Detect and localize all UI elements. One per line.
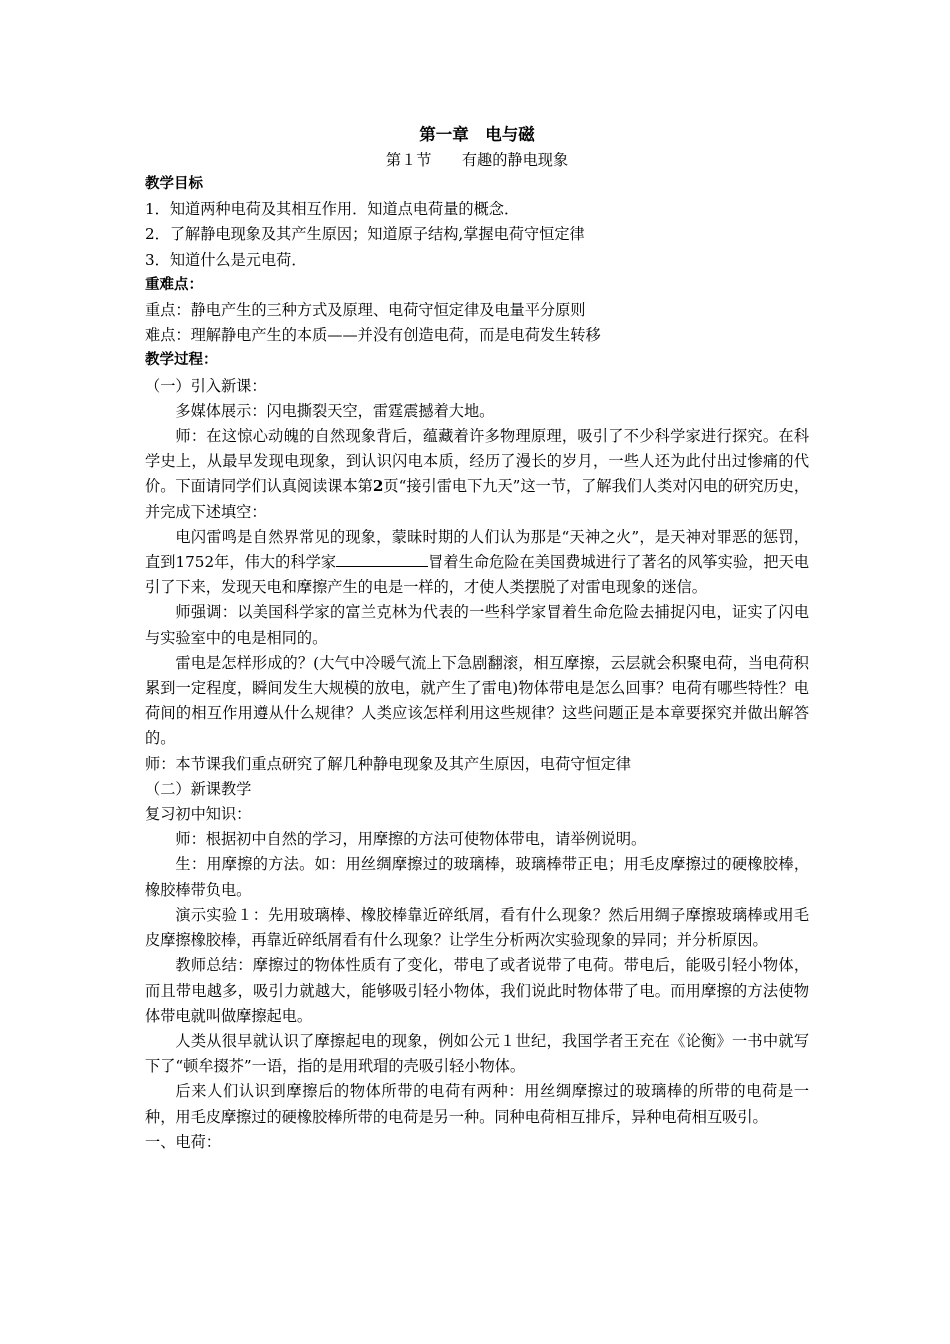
goal-item: 3．知道什么是元电荷． [145,250,307,269]
fill-blank [336,550,428,567]
paragraph-text: 页“接引雷电下九天”这一节，了解我们人类对闪电的研究历史，并完成下述填空： [145,477,810,521]
paragraph [145,424,809,525]
paragraph: 多媒体展示：闪电撕裂天空，雷霆震撼着大地。 [175,401,495,420]
paragraph: 人类从很早就认识了摩擦起电的现象，例如公元１世纪，我国学者王充在《论衡》一书中就写下了“顿牟掇芥”一语，指的是用玳瑁的壳吸引轻小物体。 [145,1031,809,1076]
paragraph: 师：本节课我们重点研究了解几种静电现象及其产生原因，电荷守恒定律 [145,754,631,773]
paragraph [145,525,809,601]
difficult-point: 难点：理解静电产生的本质——并没有创造电荷，而是电荷发生转移 [145,326,601,345]
part-heading: 一、电荷： [145,1132,221,1151]
paragraph: 生：用摩擦的方法。如：用丝绸摩擦过的玻璃棒，玻璃棒带正电；用毛皮摩擦过的硬橡胶棒，橡胶棒带负电。 [145,855,809,899]
paragraph: 后来人们认识到摩擦后的物体所带的电荷有两种：用丝绸摩擦过的玻璃棒的所带的电荷是一种，用毛皮摩擦过的硬橡胶棒所带的电荷是另一种。同种电荷相互排斥，异种电荷相互吸引。 [145,1082,809,1126]
page-number: 2 [372,477,384,496]
goal-item: 1．知道两种电荷及其相互作用．知道点电荷量的概念． [145,200,520,219]
goals-heading: 教学目标 [145,176,203,192]
paragraph-text: 冒着生命危险在美国费城进行了著名的风筝实验，把天电引了下来，发现天电和摩擦产生的电是一样的，才使人类摆脱了对雷电现象的迷信。 [145,553,810,597]
paragraph: 复习初中知识： [145,805,252,824]
paragraph: 师：根据初中自然的学习，用摩擦的方法可使物体带电，请举例说明。 [175,830,647,849]
part-heading: （二）新课教学 [145,779,252,798]
paragraph: 雷电是怎样形成的？(大气中冷暖气流上下急剧翻滚，相互摩擦，云层就会积聚电荷，当电荷积累到一定程度，瞬间发生大规模的放电，就产生了雷电)物体带电是怎么回事？电荷有哪些特性？电荷间的相互作用遵从什么规律？人类应该怎样利用这些规律？这些问题正是本章要探究并做出解答的。 [145,653,809,748]
process-heading: 教学过程： [145,352,218,369]
paragraph-text: 师：在这惊心动魄的自然现象背后，蕴藏着许多物理原理，吸引了不少科学家进行探究。在科学史上，从最早发现电现象，到认识闪电本质，经历了漫长的岁月，一些人还为此付出过惨痛的代价。下面请同学们认真阅读课本第 [145,427,809,496]
paragraph: 教师总结：摩擦过的物体性质有了变化，带电了或者说带了电荷。带电后，能吸引轻小物体，而且带电越多，吸引力就越大，能够吸引轻小物体，我们说此时物体带了电。而用摩擦的方法使物体带电就叫做摩擦起电。 [145,956,809,1025]
paragraph: 演示实验１：先用玻璃棒、橡胶棒靠近碎纸屑，看有什么现象？然后用绸子摩擦玻璃棒或用毛皮摩擦橡胶棒，再靠近碎纸屑看有什么现象？让学生分析两次实验现象的异同；并分析原因。 [145,905,809,950]
section-title: 第１节 有趣的静电现象 [385,151,569,169]
part-heading: （一）引入新课： [145,376,267,395]
key-point: 重点：静电产生的三种方式及原理、电荷守恒定律及电量平分原则 [145,301,586,320]
key-heading: 重难点： [145,276,203,293]
paragraph-text: 电闪雷鸣是自然界常见的现象，蒙昧时期的人们认为那是“天神之火”，是天神对罪恶的惩罚，直到1752年，伟大的科学家 [145,527,809,572]
goal-item: 2．了解静电现象及其产生原因；知道原子结构,掌握电荷守恒定律 [145,225,585,244]
paragraph: 师强调：以美国科学家的富兰克林为代表的一些科学家冒着生命危险去捕捉闪电，证实了闪电与实验室中的电是相同的。 [145,603,809,647]
document-page [145,122,809,1155]
chapter-title: 第一章 电与磁 [419,125,535,144]
